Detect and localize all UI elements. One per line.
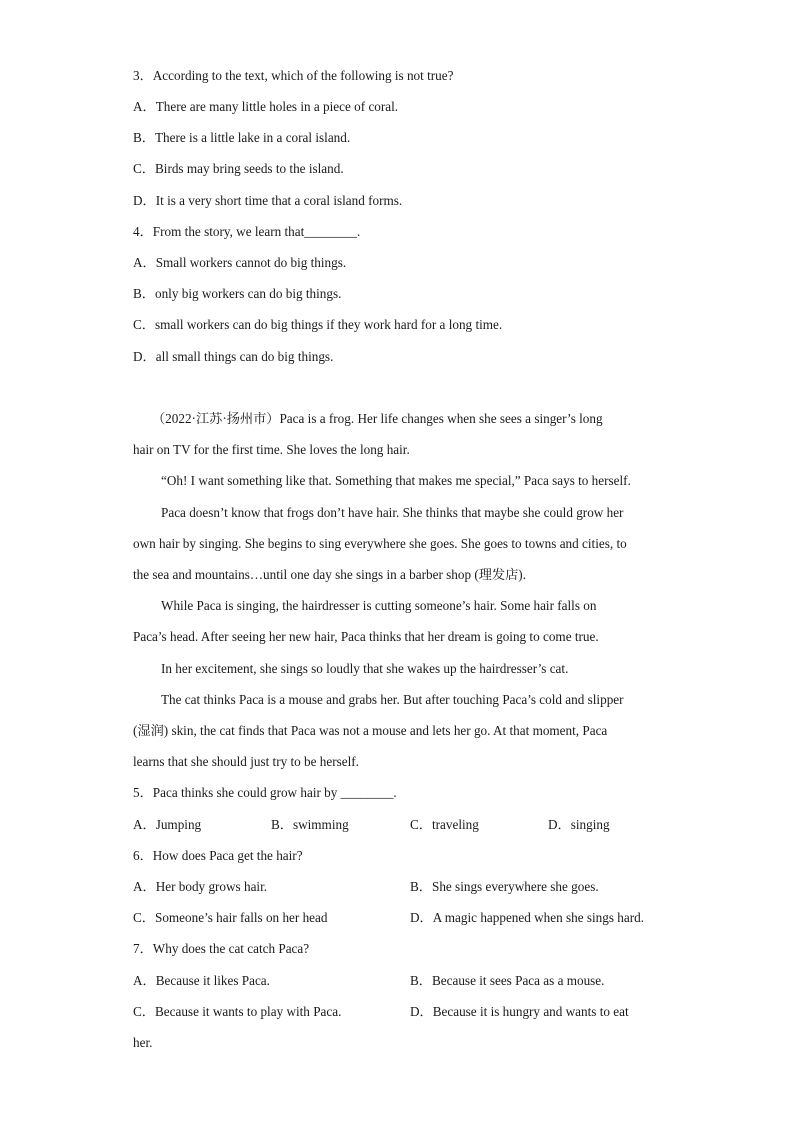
- question-3-stem: 3．According to the text, which of the following is not true?: [133, 68, 454, 83]
- question-6-stem: 6．How does Paca get the hair?: [133, 848, 303, 863]
- passage-line: hair on TV for the first time. She loves the long hair.: [133, 442, 410, 457]
- passage-line: Paca’s head. After seeing her new hair, Paca thinks that her dream is going to come true.: [133, 629, 599, 644]
- q7-option-b: B．Because it sees Paca as a mouse.: [410, 973, 605, 988]
- q5-option-d: D．singing: [548, 817, 610, 832]
- q6-option-a: A．Her body grows hair.: [133, 879, 268, 894]
- question-7-stem: 7．Why does the cat catch Paca?: [133, 941, 310, 956]
- q6-option-d: D．A magic happened when she sings hard.: [410, 910, 645, 925]
- q7-option-a: A．Because it likes Paca.: [133, 973, 270, 988]
- passage-line: “Oh! I want something like that. Something that makes me special,” Paca says to herself.: [161, 473, 631, 488]
- passage-line: In her excitement, she sings so loudly that she wakes up the hairdresser’s cat.: [161, 661, 569, 676]
- passage-line: the sea and mountains…until one day she sings in a barber shop (理发店).: [133, 567, 526, 582]
- q4-option-d: D．all small things can do big things.: [133, 349, 334, 364]
- question-4-stem: 4．From the story, we learn that________.: [133, 224, 361, 239]
- q4-option-c: C．small workers can do big things if they work hard for a long time.: [133, 317, 503, 332]
- passage-line: (湿润) skin, the cat finds that Paca was not a mouse and lets her go. At that moment, Paca: [133, 723, 608, 738]
- q5-option-a: A．Jumping: [133, 817, 202, 832]
- q3-option-a: A．There are many little holes in a piece of coral.: [133, 99, 399, 114]
- passage-line: （2022·江苏·扬州市）Paca is a frog. Her life changes when she sees a singer’s long: [152, 411, 603, 426]
- passage-line: own hair by singing. She begins to sing everywhere she goes. She goes to towns and cities, to: [133, 536, 627, 551]
- q5-option-c: C．traveling: [410, 817, 479, 832]
- q7-option-d-continuation: her.: [133, 1035, 153, 1050]
- passage-line: While Paca is singing, the hairdresser is cutting someone’s hair. Some hair falls on: [161, 598, 597, 613]
- passage-line: The cat thinks Paca is a mouse and grabs her. But after touching Paca’s cold and slipper: [161, 692, 624, 707]
- passage-line: learns that she should just try to be herself.: [133, 754, 359, 769]
- q3-option-d: D．It is a very short time that a coral island forms.: [133, 193, 403, 208]
- q6-option-b: B．She sings everywhere she goes.: [410, 879, 599, 894]
- q3-option-c: C．Birds may bring seeds to the island.: [133, 161, 344, 176]
- q3-option-b: B．There is a little lake in a coral island.: [133, 130, 351, 145]
- q4-option-b: B．only big workers can do big things.: [133, 286, 342, 301]
- passage-line: Paca doesn’t know that frogs don’t have hair. She thinks that maybe she could grow her: [161, 505, 624, 520]
- q6-option-c: C．Someone’s hair falls on her head: [133, 910, 328, 925]
- q4-option-a: A．Small workers cannot do big things.: [133, 255, 347, 270]
- question-5-stem: 5．Paca thinks she could grow hair by ________.: [133, 785, 397, 800]
- q7-option-c: C．Because it wants to play with Paca.: [133, 1004, 342, 1019]
- q7-option-d: D．Because it is hungry and wants to eat: [410, 1004, 629, 1019]
- q5-option-b: B．swimming: [271, 817, 349, 832]
